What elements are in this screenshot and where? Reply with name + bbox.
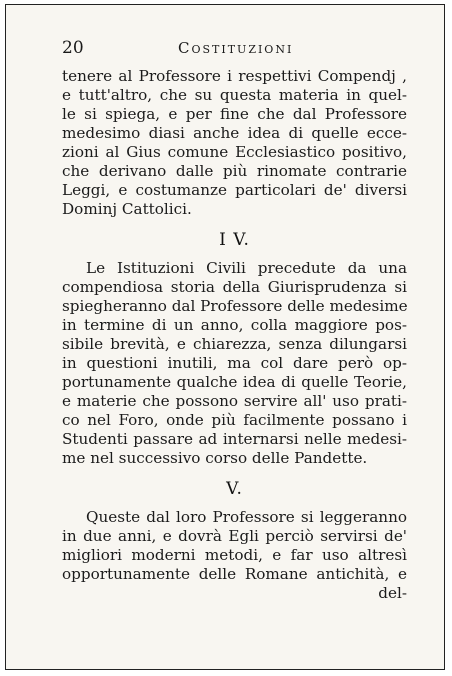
text-line: me nel successivo corso delle Pandette. [62,449,368,467]
text-line: e materie che possono servire all' uso prati- [62,392,407,410]
text-line: le si spiega, e per fine che dal Professore [62,105,407,123]
running-title: Costituzioni [178,39,294,57]
text-line: Leggi, e costumanze particolari de' diversi [62,181,407,199]
text-line: che derivano dalle più rinomate contrarie [62,162,407,180]
text-line: e tutt'altro, che su questa materia in quel- [62,86,407,104]
text-line: in termine di un anno, colla maggiore pos- [62,316,407,334]
text-line: co nel Foro, onde più facilmente possano i [62,411,407,429]
text-line: portunamente qualche idea di quelle Teorie, [62,373,407,391]
text-line: opportunamente delle Romane antichità, e [62,565,407,583]
section-heading-iv: I V. [219,230,250,250]
body-text [62,67,407,603]
text-line: Le Istituzioni Civili precedute da una [86,259,407,277]
text-line: tenere al Professore i respettivi Compendj , [62,67,407,85]
text-line: migliori moderni metodi, e far uso altresì [62,546,407,564]
text-line: compendiosa storia della Giurisprudenza si [62,278,407,296]
page-header [62,38,407,62]
text-line: Dominj Cattolici. [62,200,192,218]
text-line: in due anni, e dovrà Egli perciò servirsi de' [62,527,407,545]
text-line: in questioni inutili, ma col dare però op- [62,354,407,372]
paragraph-section-iv [62,259,407,468]
text-line: zioni al Gius comune Ecclesiastico positivo, [62,143,407,161]
page-number: 20 [62,38,84,58]
book-page [5,4,445,670]
text-line: Studenti passare ad internarsi nelle medesi- [62,430,407,448]
text-line: spiegheranno dal Professore delle medesime [62,297,408,315]
text-line: sibile brevità, e chiarezza, senza dilungarsi [62,335,407,353]
paragraph-section-v [62,508,407,603]
text-line: Queste dal loro Professore si leggeranno [86,508,407,526]
section-heading-v: V. [226,479,243,499]
paragraph-continued [62,67,407,219]
text-line: medesimo diasi anche idea di quelle ecce- [62,124,407,142]
catchword: del- [378,584,407,602]
